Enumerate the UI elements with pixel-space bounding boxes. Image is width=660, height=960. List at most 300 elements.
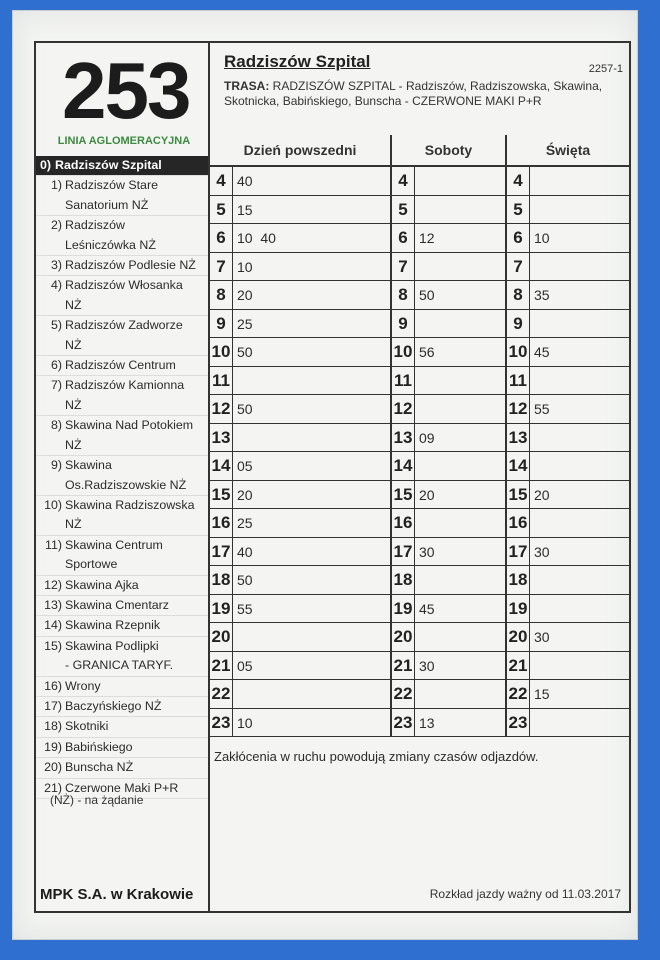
hour-label: 17 <box>392 538 415 566</box>
hour-label: 16 <box>392 509 415 537</box>
saturday-cell <box>392 652 507 680</box>
stop-name-line: Sportowe <box>65 557 118 572</box>
stop-name-line: Radziszów Centrum <box>65 358 176 373</box>
stop-item <box>36 216 208 256</box>
stop-title: Radziszów Szpital <box>224 52 371 71</box>
hour-label: 4 <box>507 167 530 195</box>
weekday-cell <box>210 680 392 708</box>
stop-name-line: NŻ <box>65 397 82 412</box>
stop-item <box>36 276 208 316</box>
minutes <box>233 367 237 395</box>
stop-number: 14) <box>44 618 62 633</box>
stop-number: 20) <box>44 760 62 775</box>
stop-name-line: Skotniki <box>65 719 109 734</box>
stop-name <box>65 276 208 315</box>
stop-name-line: Czerwone Maki P+R <box>65 780 179 795</box>
hour-label: 7 <box>210 253 233 281</box>
minutes: 10 <box>534 230 550 246</box>
weekday-cell <box>210 595 392 623</box>
holiday-cell <box>507 623 629 651</box>
stop-number: 17) <box>44 698 62 713</box>
hour-label: 16 <box>210 509 233 537</box>
minutes <box>233 424 237 452</box>
hour-label: 17 <box>507 538 530 566</box>
hour-label: 11 <box>392 367 415 395</box>
hour-label: 10 <box>392 338 415 366</box>
stop-name-line: Radziszów Szpital <box>55 158 162 172</box>
stop-item <box>36 536 208 576</box>
minutes <box>530 196 534 224</box>
weekday-cell <box>210 253 392 281</box>
stop-name-line: NŻ <box>65 517 82 532</box>
saturday-cell <box>392 167 507 195</box>
holiday-cell <box>507 509 629 537</box>
table-row <box>210 196 629 225</box>
stop-number: 19) <box>44 739 62 754</box>
company-name: MPK S.A. w Krakowie <box>40 886 194 903</box>
table-row <box>210 452 629 481</box>
stop-list <box>36 156 208 799</box>
stop-name-line: Leśniczówka NŻ <box>65 237 156 252</box>
saturday-cell <box>392 452 507 480</box>
saturday-cell <box>392 680 507 708</box>
saturday-cell <box>392 566 507 594</box>
minutes: 15 <box>534 686 550 702</box>
disruption-note: Zakłócenia w ruchu powodują zmiany czasów odjazdów. <box>214 749 539 764</box>
saturday-cell <box>392 623 507 651</box>
minutes <box>415 623 419 651</box>
stop-name-line: NŻ <box>65 337 82 352</box>
holiday-cell <box>507 538 629 566</box>
holiday-cell <box>507 224 629 252</box>
stop-name <box>65 416 208 455</box>
minutes: 55 <box>237 600 253 617</box>
hour-label: 5 <box>392 196 415 224</box>
schedule-panel <box>210 43 629 911</box>
stop-name-line: Bunscha NŻ <box>65 760 134 775</box>
hour-label: 19 <box>210 595 233 623</box>
weekday-cell <box>210 566 392 594</box>
stop-name <box>65 717 208 736</box>
minutes <box>530 509 534 537</box>
route-description <box>224 79 619 109</box>
weekday-cell <box>210 338 392 366</box>
minutes <box>233 680 237 708</box>
minutes <box>415 509 419 537</box>
hour-label: 22 <box>210 680 233 708</box>
stop-number: 4) <box>50 278 62 293</box>
minutes <box>530 367 534 395</box>
saturday-cell <box>392 338 507 366</box>
stop-name <box>65 596 208 615</box>
stop-name-line: Radziszów Stare <box>65 178 158 193</box>
stop-number: 10) <box>44 497 62 512</box>
stop-name <box>65 576 208 595</box>
stop-item <box>36 456 208 496</box>
holiday-cell <box>507 481 629 509</box>
weekday-cell <box>210 652 392 680</box>
minutes: 55 <box>534 401 550 417</box>
hour-label: 11 <box>210 367 233 395</box>
saturday-cell <box>392 509 507 537</box>
minutes: 50 <box>237 572 253 588</box>
stop-number: 9) <box>50 458 62 473</box>
stop-name-line: Radziszów <box>65 218 125 233</box>
stop-name <box>65 758 208 777</box>
minutes <box>233 623 237 651</box>
stop-name-line: Skawina Cmentarz <box>65 597 169 612</box>
minutes <box>415 452 419 480</box>
hour-label: 22 <box>392 680 415 708</box>
table-row <box>210 566 629 595</box>
stop-name-line: NŻ <box>65 297 82 312</box>
hour-label: 7 <box>507 253 530 281</box>
stop-number: 6) <box>50 358 62 373</box>
minutes <box>530 253 534 281</box>
table-row <box>210 652 629 681</box>
minutes <box>415 196 419 224</box>
hour-label: 6 <box>392 224 415 252</box>
holiday-cell <box>507 281 629 309</box>
hour-label: 9 <box>210 310 233 338</box>
hour-label: 20 <box>210 623 233 651</box>
departure-table <box>210 135 629 737</box>
minutes: 25 <box>237 515 253 531</box>
stop-name-line: Skawina Podlipki <box>65 638 159 653</box>
route-number: 253 <box>62 46 190 135</box>
hour-label: 15 <box>392 481 415 509</box>
hour-label: 14 <box>392 452 415 480</box>
minutes <box>530 566 534 594</box>
minutes <box>530 595 534 623</box>
timetable-code: 2257-1 <box>588 63 623 75</box>
minutes: 20 <box>237 287 253 303</box>
stop-name <box>65 356 208 375</box>
saturday-cell <box>392 395 507 423</box>
hour-label: 8 <box>507 281 530 309</box>
col-holiday: Święta <box>545 142 591 158</box>
weekday-cell <box>210 538 392 566</box>
stop-number: 0) <box>40 158 52 172</box>
hour-label: 15 <box>507 481 530 509</box>
weekday-cell <box>210 481 392 509</box>
hour-label: 15 <box>210 481 233 509</box>
hour-label: 20 <box>507 623 530 651</box>
hour-label: 17 <box>210 538 233 566</box>
hour-label: 5 <box>507 196 530 224</box>
saturday-cell <box>392 196 507 224</box>
hour-label: 21 <box>392 652 415 680</box>
hour-label: 6 <box>210 224 233 252</box>
stop-item <box>36 717 208 737</box>
minutes <box>530 167 534 195</box>
minutes <box>415 680 419 708</box>
weekday-cell <box>210 310 392 338</box>
table-row <box>210 367 629 396</box>
minutes: 10 <box>237 714 253 731</box>
minutes <box>415 310 419 338</box>
stop-name <box>65 376 208 415</box>
hour-label: 23 <box>507 709 530 737</box>
minutes: 15 <box>237 201 253 218</box>
table-row <box>210 224 629 253</box>
saturday-cell <box>392 224 507 252</box>
holiday-cell <box>507 310 629 338</box>
minutes: 56 <box>419 344 435 360</box>
stop-item <box>36 496 208 536</box>
minutes: 25 <box>237 315 253 332</box>
stop-number: 16) <box>44 678 62 693</box>
table-row <box>210 395 629 424</box>
hour-label: 9 <box>392 310 415 338</box>
hour-label: 18 <box>210 566 233 594</box>
saturday-cell <box>392 281 507 309</box>
holiday-cell <box>507 367 629 395</box>
weekday-cell <box>210 281 392 309</box>
hour-label: 23 <box>210 709 233 737</box>
table-row <box>210 338 629 367</box>
stop-item <box>36 576 208 596</box>
stop-name <box>65 697 208 716</box>
table-row <box>210 253 629 282</box>
stop-number: 21) <box>44 780 62 795</box>
weekday-cell <box>210 167 392 195</box>
minutes: 09 <box>419 429 435 446</box>
stop-item <box>36 596 208 616</box>
holiday-cell <box>507 196 629 224</box>
stop-name <box>55 156 208 175</box>
hour-label: 4 <box>210 167 233 195</box>
stop-number: 18) <box>44 719 62 734</box>
stop-number: 5) <box>50 318 62 333</box>
minutes <box>415 167 419 195</box>
weekday-cell <box>210 623 392 651</box>
hour-label: 21 <box>507 652 530 680</box>
minutes: 45 <box>534 344 550 360</box>
hour-label: 8 <box>392 281 415 309</box>
stop-number: 15) <box>44 638 62 653</box>
stop-item <box>36 256 208 276</box>
hour-label: 7 <box>392 253 415 281</box>
stop-item <box>36 616 208 636</box>
minutes: 40 <box>237 543 253 560</box>
stop-name-line: Radziszów Włosanka <box>65 278 183 293</box>
holiday-cell <box>507 338 629 366</box>
stop-item <box>36 316 208 356</box>
hour-label: 12 <box>507 395 530 423</box>
line-type-label: LINIA AGLOMERACYJNA <box>57 135 191 147</box>
holiday-cell <box>507 395 629 423</box>
stop-number: 13) <box>44 597 62 612</box>
table-row <box>210 424 629 453</box>
stop-item <box>36 637 208 677</box>
trasa-text: RADZISZÓW SZPITAL - Radziszów, Radziszowska, Skawina, Skotnicka, Babińskiego, Bunscha - CZERWONE MAKI P+R <box>224 79 603 108</box>
hour-label: 19 <box>392 595 415 623</box>
saturday-cell <box>392 367 507 395</box>
timetable-frame <box>34 41 631 913</box>
minutes: 30 <box>419 543 435 560</box>
minutes: 05 <box>237 657 253 674</box>
stop-name <box>65 496 208 535</box>
hour-label: 22 <box>507 680 530 708</box>
table-row <box>210 509 629 538</box>
hour-label: 13 <box>392 424 415 452</box>
hour-label: 8 <box>210 281 233 309</box>
stop-name-line: Wrony <box>65 678 101 693</box>
minutes: 45 <box>419 600 435 617</box>
hour-label: 16 <box>507 509 530 537</box>
saturday-cell <box>392 595 507 623</box>
table-row <box>210 310 629 339</box>
stop-name-line: Os.Radziszowskie NŻ <box>65 477 187 492</box>
stop-name-line: NŻ <box>65 437 82 452</box>
minutes <box>415 253 419 281</box>
minutes: 50 <box>237 401 253 417</box>
minutes <box>415 566 419 594</box>
weekday-cell <box>210 424 392 452</box>
weekday-cell <box>210 224 392 252</box>
table-row <box>210 538 629 567</box>
on-request-note: (NŻ) - na żądanie <box>50 793 144 807</box>
saturday-cell <box>392 424 507 452</box>
hour-label: 13 <box>210 424 233 452</box>
stop-name <box>65 316 208 355</box>
stop-name-line: Skawina Ajka <box>65 577 139 592</box>
stop-name-line: Radziszów Kamionna <box>65 378 185 393</box>
table-header <box>210 135 629 167</box>
stop-item <box>36 677 208 697</box>
minutes: 30 <box>534 629 550 645</box>
stop-name-line: Skawina <box>65 458 112 473</box>
hour-label: 13 <box>507 424 530 452</box>
hour-label: 10 <box>507 338 530 366</box>
col-saturday: Soboty <box>392 135 507 165</box>
hour-label: 23 <box>392 709 415 737</box>
minutes: 10 <box>237 258 253 275</box>
hour-label: 14 <box>210 452 233 480</box>
hour-label: 14 <box>507 452 530 480</box>
minutes <box>530 652 534 680</box>
stop-name <box>65 176 208 215</box>
minutes <box>530 310 534 338</box>
stop-name-line: - GRANICA TARYF. <box>65 658 174 673</box>
holiday-cell <box>507 595 629 623</box>
stop-item <box>36 176 208 216</box>
table-row <box>210 481 629 510</box>
table-row <box>210 709 629 738</box>
saturday-cell <box>392 538 507 566</box>
col-weekday: Dzień powszedni <box>210 135 392 165</box>
stop-name-line: Skawina Rzepnik <box>65 618 161 633</box>
stop-name-line: Skawina Nad Potokiem <box>65 418 194 433</box>
stop-number: 8) <box>50 418 62 433</box>
table-row <box>210 167 629 196</box>
hour-label: 4 <box>392 167 415 195</box>
table-row <box>210 680 629 709</box>
validity-note: Rozkład jazdy ważny od 11.03.2017 <box>429 887 621 901</box>
holiday-cell <box>507 652 629 680</box>
stop-item <box>36 156 208 176</box>
weekday-cell <box>210 709 392 737</box>
stop-name-line: Babińskiego <box>65 739 133 754</box>
holiday-cell <box>507 566 629 594</box>
stop-name-line: Skawina Radziszowska <box>65 497 195 512</box>
minutes <box>415 395 419 423</box>
stop-item <box>36 376 208 416</box>
stop-number: 3) <box>50 258 62 273</box>
stop-number: 1) <box>50 178 62 193</box>
stop-number: 2) <box>50 218 62 233</box>
hour-label: 5 <box>210 196 233 224</box>
minutes <box>530 452 534 480</box>
minutes: 30 <box>534 543 550 560</box>
stop-number: 11) <box>45 537 62 552</box>
stop-name <box>65 637 208 676</box>
stop-name-line: Radziszów Zadworze <box>65 318 183 333</box>
table-body <box>210 167 629 737</box>
hour-label: 12 <box>210 395 233 423</box>
hour-label: 10 <box>210 338 233 366</box>
stop-item <box>36 356 208 376</box>
stop-number: 7) <box>50 378 62 393</box>
saturday-cell <box>392 709 507 737</box>
hour-label: 21 <box>210 652 233 680</box>
stop-name <box>65 256 208 275</box>
saturday-cell <box>392 310 507 338</box>
saturday-cell <box>392 253 507 281</box>
hour-label: 20 <box>392 623 415 651</box>
weekday-cell <box>210 395 392 423</box>
stop-item <box>36 758 208 778</box>
stops-panel <box>36 43 210 911</box>
stop-number: 12) <box>44 577 62 592</box>
minutes: 20 <box>419 486 435 503</box>
stop-name-line: Skawina Centrum <box>65 537 163 552</box>
holiday-cell <box>507 167 629 195</box>
holiday-cell <box>507 680 629 708</box>
stop-name <box>65 536 208 575</box>
stop-name-line: Baczyńskiego NŻ <box>65 698 162 713</box>
stop-name <box>65 677 208 696</box>
minutes: 20 <box>534 486 550 503</box>
timetable-sheet <box>12 10 638 940</box>
table-row <box>210 281 629 310</box>
stop-name-line: Sanatorium NŻ <box>65 197 149 212</box>
table-row <box>210 595 629 624</box>
minutes: 12 <box>419 230 435 246</box>
stop-item <box>36 416 208 456</box>
stop-name <box>65 616 208 635</box>
minutes: 35 <box>534 287 550 303</box>
minutes: 40 <box>237 173 253 189</box>
weekday-cell <box>210 367 392 395</box>
minutes <box>530 709 534 737</box>
minutes: 30 <box>419 657 435 674</box>
stop-item <box>36 697 208 717</box>
weekday-cell <box>210 509 392 537</box>
hour-label: 11 <box>507 367 530 395</box>
stop-name-line: Radziszów Podlesie NŻ <box>65 258 196 273</box>
minutes: 50 <box>419 287 435 303</box>
minutes: 20 <box>237 486 253 503</box>
stop-name <box>65 216 208 255</box>
minutes: 05 <box>237 458 253 474</box>
table-row <box>210 623 629 652</box>
hour-label: 12 <box>392 395 415 423</box>
minutes <box>530 424 534 452</box>
holiday-cell <box>507 253 629 281</box>
holiday-cell <box>507 424 629 452</box>
